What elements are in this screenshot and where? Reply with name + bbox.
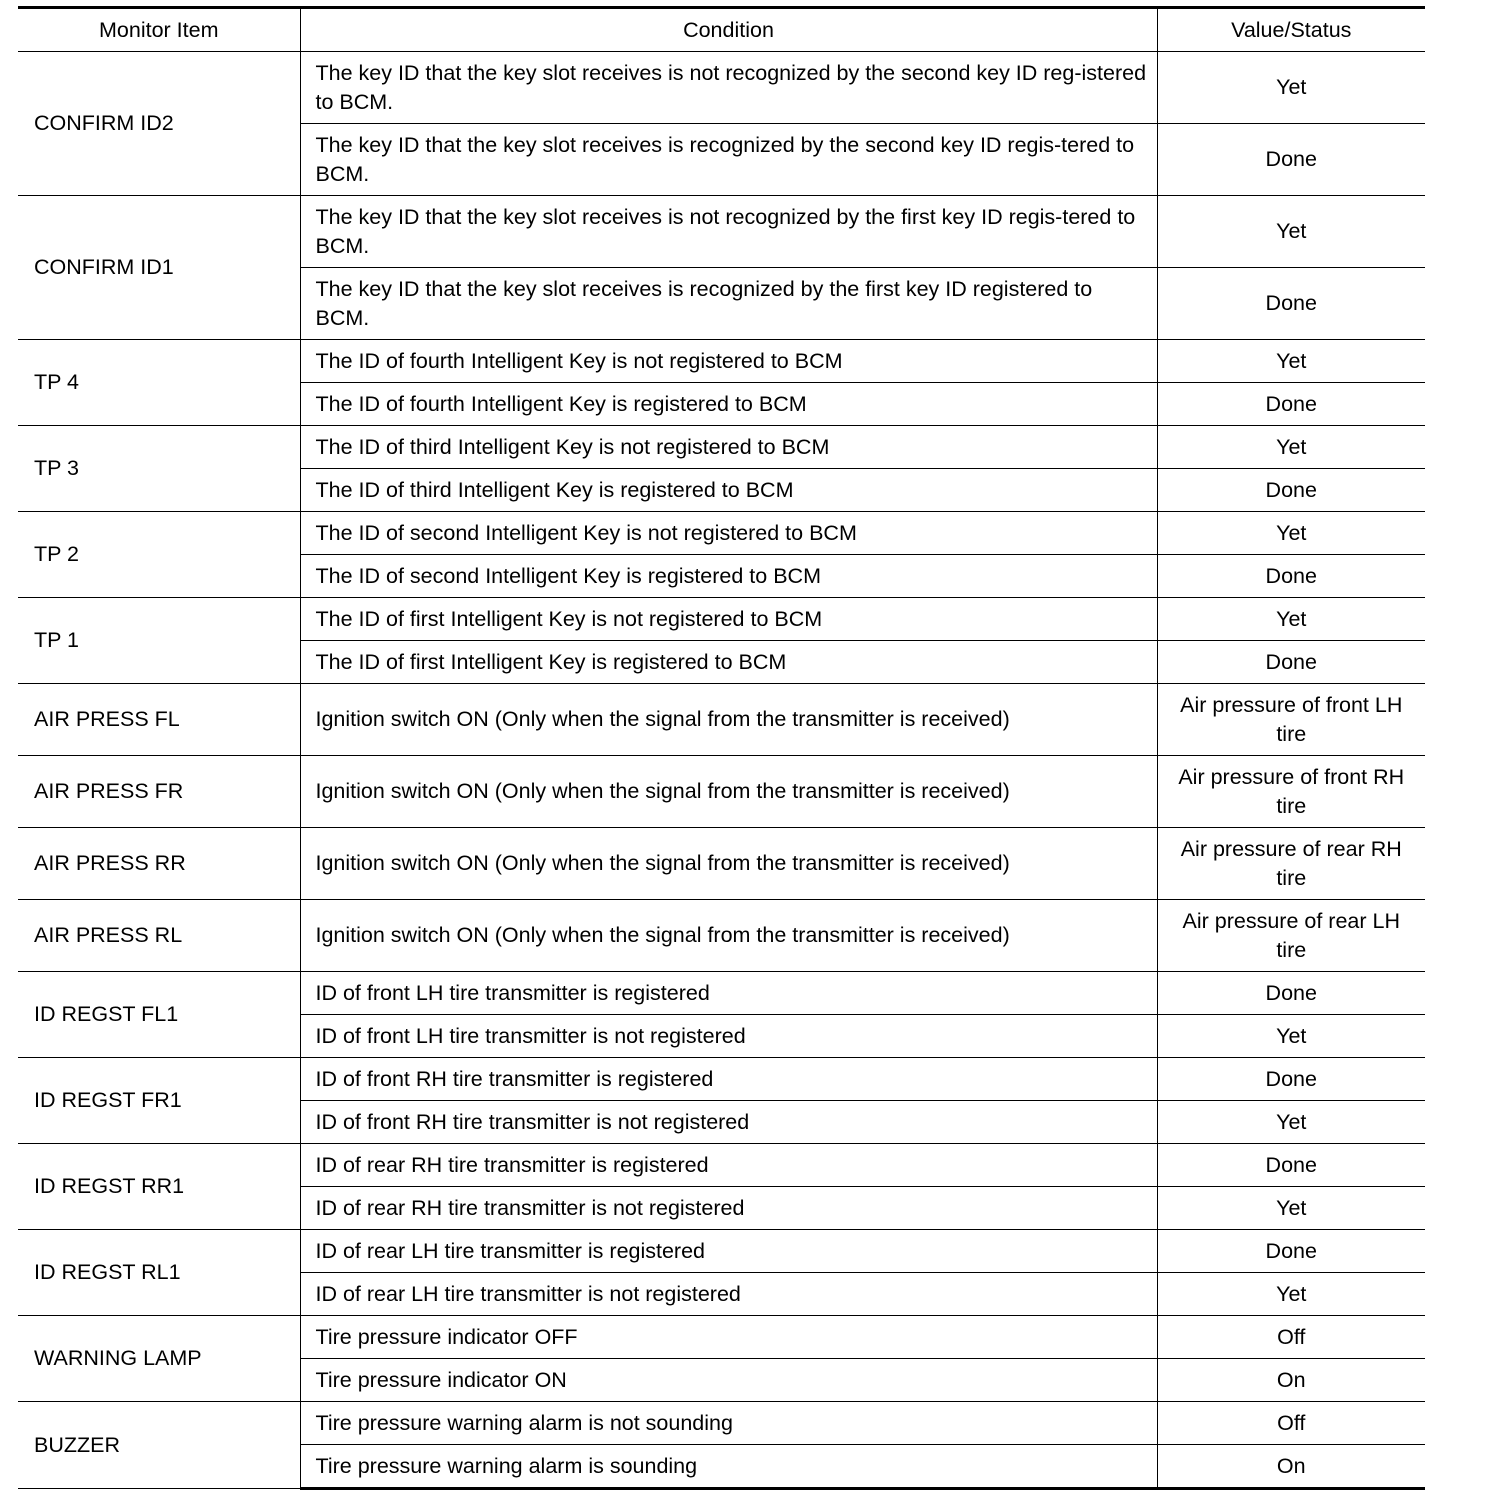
value-status-cell: Yet [1157, 196, 1425, 268]
header-condition: Condition [300, 8, 1157, 52]
value-status-cell: Done [1157, 469, 1425, 512]
header-value-status: Value/Status [1157, 8, 1425, 52]
value-status-cell: Done [1157, 1230, 1425, 1273]
condition-cell: The ID of first Intelligent Key is not registered to BCM [300, 598, 1157, 641]
header-monitor-item: Monitor Item [18, 8, 300, 52]
value-status-cell: On [1157, 1445, 1425, 1489]
value-status-cell: Off [1157, 1316, 1425, 1359]
monitor-item-cell: CONFIRM ID2 [18, 52, 300, 196]
monitor-item-cell: BUZZER [18, 1402, 300, 1489]
condition-cell: The ID of third Intelligent Key is not registered to BCM [300, 426, 1157, 469]
condition-cell: The ID of second Intelligent Key is not registered to BCM [300, 512, 1157, 555]
table-header-row [18, 8, 1425, 52]
value-status-cell: Air pressure of front RH tire [1157, 756, 1425, 828]
table-row [18, 426, 1425, 469]
table-row [18, 1402, 1425, 1445]
table-row [18, 972, 1425, 1015]
monitor-item-cell: TP 3 [18, 426, 300, 512]
monitor-item-cell: AIR PRESS RL [18, 900, 300, 972]
value-status-cell: Yet [1157, 512, 1425, 555]
condition-cell: ID of front LH tire transmitter is registered [300, 972, 1157, 1015]
value-status-cell: Air pressure of front LH tire [1157, 684, 1425, 756]
value-status-cell: Done [1157, 1058, 1425, 1101]
value-status-cell: Air pressure of rear LH tire [1157, 900, 1425, 972]
value-status-cell: Yet [1157, 340, 1425, 383]
condition-cell: The ID of fourth Intelligent Key is not registered to BCM [300, 340, 1157, 383]
monitor-item-cell: ID REGST RR1 [18, 1144, 300, 1230]
value-status-cell: Yet [1157, 1187, 1425, 1230]
condition-cell: The key ID that the key slot receives is recognized by the second key ID regis-tered to BCM. [300, 124, 1157, 196]
condition-cell: Tire pressure indicator OFF [300, 1316, 1157, 1359]
value-status-cell: On [1157, 1359, 1425, 1402]
table-body [18, 52, 1425, 1489]
monitor-item-cell: AIR PRESS FR [18, 756, 300, 828]
value-status-cell: Yet [1157, 426, 1425, 469]
condition-cell: Tire pressure indicator ON [300, 1359, 1157, 1402]
condition-cell: Ignition switch ON (Only when the signal from the transmitter is received) [300, 828, 1157, 900]
table-row [18, 756, 1425, 828]
condition-cell: Ignition switch ON (Only when the signal from the transmitter is received) [300, 756, 1157, 828]
condition-cell: ID of front RH tire transmitter is registered [300, 1058, 1157, 1101]
value-status-cell: Yet [1157, 1273, 1425, 1316]
condition-cell: ID of rear RH tire transmitter is registered [300, 1144, 1157, 1187]
table-row [18, 1230, 1425, 1273]
value-status-cell: Air pressure of rear RH tire [1157, 828, 1425, 900]
condition-cell: Ignition switch ON (Only when the signal from the transmitter is received) [300, 684, 1157, 756]
table-row [18, 598, 1425, 641]
condition-cell: The key ID that the key slot receives is not recognized by the first key ID regis-tered to BCM. [300, 196, 1157, 268]
monitor-item-cell: AIR PRESS RR [18, 828, 300, 900]
value-status-cell: Done [1157, 641, 1425, 684]
condition-cell: ID of front LH tire transmitter is not registered [300, 1015, 1157, 1058]
monitor-item-cell: AIR PRESS FL [18, 684, 300, 756]
monitor-item-cell: ID REGST RL1 [18, 1230, 300, 1316]
value-status-cell: Off [1157, 1402, 1425, 1445]
value-status-cell: Done [1157, 383, 1425, 426]
table-row [18, 1144, 1425, 1187]
condition-cell: The key ID that the key slot receives is recognized by the first key ID registered to BCM. [300, 268, 1157, 340]
monitor-item-cell: WARNING LAMP [18, 1316, 300, 1402]
condition-cell: Tire pressure warning alarm is sounding [300, 1445, 1157, 1489]
value-status-cell: Yet [1157, 1015, 1425, 1058]
value-status-cell: Yet [1157, 598, 1425, 641]
table-row [18, 900, 1425, 972]
condition-cell: The ID of second Intelligent Key is registered to BCM [300, 555, 1157, 598]
condition-cell: ID of rear RH tire transmitter is not registered [300, 1187, 1157, 1230]
monitor-item-cell: ID REGST FR1 [18, 1058, 300, 1144]
monitor-item-table [18, 6, 1425, 1490]
condition-cell: The ID of third Intelligent Key is registered to BCM [300, 469, 1157, 512]
table-row [18, 196, 1425, 268]
condition-cell: The ID of first Intelligent Key is registered to BCM [300, 641, 1157, 684]
monitor-item-cell: ID REGST FL1 [18, 972, 300, 1058]
table-row [18, 1058, 1425, 1101]
condition-cell: Tire pressure warning alarm is not sounding [300, 1402, 1157, 1445]
monitor-item-cell: CONFIRM ID1 [18, 196, 300, 340]
monitor-item-cell: TP 2 [18, 512, 300, 598]
value-status-cell: Yet [1157, 52, 1425, 124]
monitor-item-cell: TP 4 [18, 340, 300, 426]
condition-cell: ID of rear LH tire transmitter is not registered [300, 1273, 1157, 1316]
monitor-item-cell: TP 1 [18, 598, 300, 684]
table-row [18, 52, 1425, 124]
table-row [18, 828, 1425, 900]
value-status-cell: Done [1157, 555, 1425, 598]
condition-cell: The ID of fourth Intelligent Key is registered to BCM [300, 383, 1157, 426]
table-row [18, 340, 1425, 383]
table-row [18, 512, 1425, 555]
condition-cell: ID of front RH tire transmitter is not registered [300, 1101, 1157, 1144]
condition-cell: The key ID that the key slot receives is not recognized by the second key ID reg-istered to BCM. [300, 52, 1157, 124]
table-row [18, 1316, 1425, 1359]
condition-cell: ID of rear LH tire transmitter is registered [300, 1230, 1157, 1273]
value-status-cell: Done [1157, 124, 1425, 196]
value-status-cell: Yet [1157, 1101, 1425, 1144]
value-status-cell: Done [1157, 268, 1425, 340]
value-status-cell: Done [1157, 1144, 1425, 1187]
table-row [18, 684, 1425, 756]
value-status-cell: Done [1157, 972, 1425, 1015]
condition-cell: Ignition switch ON (Only when the signal from the transmitter is received) [300, 900, 1157, 972]
